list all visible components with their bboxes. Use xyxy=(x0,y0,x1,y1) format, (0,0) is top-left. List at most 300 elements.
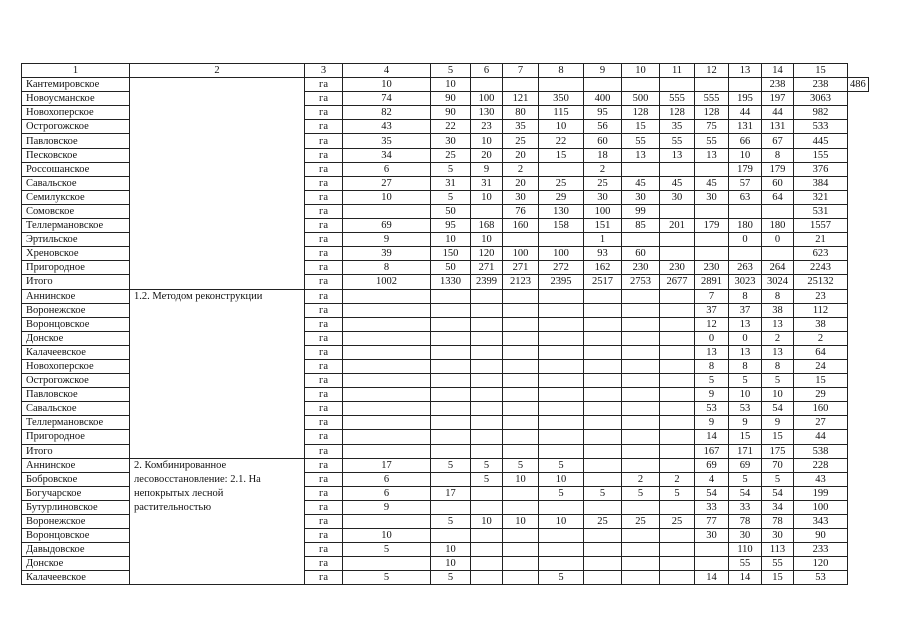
value-cell: 5 xyxy=(539,458,584,472)
unit-cell: га xyxy=(305,430,343,444)
row-name: Павловское xyxy=(22,388,130,402)
value-cell xyxy=(503,303,539,317)
value-cell: 30 xyxy=(584,190,622,204)
value-cell: 9 xyxy=(695,416,729,430)
value-cell: 264 xyxy=(762,261,794,275)
value-cell xyxy=(695,247,729,261)
unit-cell: га xyxy=(305,148,343,162)
value-cell: 25 xyxy=(622,515,660,529)
value-cell: 64 xyxy=(794,345,848,359)
unit-cell: га xyxy=(305,162,343,176)
table-row xyxy=(22,78,869,92)
value-cell xyxy=(539,444,584,458)
value-cell: 100 xyxy=(471,92,503,106)
value-cell xyxy=(503,444,539,458)
value-cell: 10 xyxy=(539,472,584,486)
row-name: Пригородное xyxy=(22,261,130,275)
value-cell: 77 xyxy=(695,515,729,529)
unit-cell: га xyxy=(305,557,343,571)
value-cell: 45 xyxy=(660,176,695,190)
value-cell: 30 xyxy=(695,529,729,543)
value-cell: 5 xyxy=(539,486,584,500)
value-cell: 112 xyxy=(794,303,848,317)
row-name: Итого xyxy=(22,275,130,289)
value-cell xyxy=(660,402,695,416)
header-cell: 13 xyxy=(729,64,762,78)
value-cell xyxy=(622,374,660,388)
value-cell xyxy=(503,416,539,430)
value-cell: 10 xyxy=(729,388,762,402)
value-cell: 37 xyxy=(695,303,729,317)
value-cell xyxy=(695,78,729,92)
value-cell: 150 xyxy=(431,247,471,261)
value-cell: 10 xyxy=(539,515,584,529)
row-name: Бутурлиновское xyxy=(22,500,130,514)
value-cell xyxy=(539,345,584,359)
value-cell: 55 xyxy=(695,134,729,148)
row-name: Воронежское xyxy=(22,303,130,317)
value-cell: 15 xyxy=(762,430,794,444)
value-cell: 75 xyxy=(695,120,729,134)
value-cell xyxy=(584,472,622,486)
unit-cell: га xyxy=(305,204,343,218)
unit-cell: га xyxy=(305,289,343,303)
value-cell: 2 xyxy=(503,162,539,176)
value-cell xyxy=(471,571,503,585)
value-cell: 4 xyxy=(695,472,729,486)
value-cell: 8 xyxy=(762,148,794,162)
value-cell: 38 xyxy=(762,303,794,317)
value-cell: 155 xyxy=(794,148,848,162)
row-name: Савальское xyxy=(22,176,130,190)
value-cell xyxy=(539,388,584,402)
value-cell: 5 xyxy=(343,543,431,557)
unit-cell: га xyxy=(305,190,343,204)
value-cell: 0 xyxy=(695,331,729,345)
value-cell: 5 xyxy=(695,374,729,388)
value-cell xyxy=(503,78,539,92)
value-cell xyxy=(584,402,622,416)
value-cell: 44 xyxy=(729,106,762,120)
value-cell xyxy=(622,162,660,176)
value-cell: 128 xyxy=(660,106,695,120)
unit-cell: га xyxy=(305,529,343,543)
value-cell: 10 xyxy=(729,148,762,162)
value-cell: 55 xyxy=(729,557,762,571)
value-cell xyxy=(503,543,539,557)
value-cell: 76 xyxy=(503,204,539,218)
value-cell: 9 xyxy=(343,500,431,514)
value-cell xyxy=(584,388,622,402)
value-cell xyxy=(660,529,695,543)
header-cell: 2 xyxy=(130,64,305,78)
value-cell: 5 xyxy=(622,486,660,500)
value-cell xyxy=(584,529,622,543)
value-cell xyxy=(343,444,431,458)
value-cell xyxy=(471,430,503,444)
value-cell xyxy=(622,78,660,92)
unit-cell: га xyxy=(305,486,343,500)
value-cell: 9 xyxy=(762,416,794,430)
value-cell xyxy=(343,374,431,388)
value-cell xyxy=(695,543,729,557)
value-cell xyxy=(660,430,695,444)
value-cell: 30 xyxy=(729,529,762,543)
value-cell: 9 xyxy=(471,162,503,176)
table-row xyxy=(22,458,869,472)
value-cell xyxy=(539,416,584,430)
value-cell: 100 xyxy=(539,247,584,261)
value-cell: 43 xyxy=(343,120,431,134)
section-label: 1.2. Методом реконструкции xyxy=(130,289,305,458)
value-cell: 30 xyxy=(622,190,660,204)
value-cell: 30 xyxy=(695,190,729,204)
value-cell: 22 xyxy=(431,120,471,134)
value-cell: 162 xyxy=(584,261,622,275)
value-cell: 60 xyxy=(584,134,622,148)
value-cell xyxy=(622,359,660,373)
value-cell xyxy=(471,388,503,402)
value-cell: 5 xyxy=(503,458,539,472)
value-cell: 60 xyxy=(762,176,794,190)
value-cell xyxy=(431,416,471,430)
value-cell: 179 xyxy=(695,219,729,233)
value-cell: 69 xyxy=(343,219,431,233)
value-cell: 2 xyxy=(660,472,695,486)
value-cell xyxy=(471,557,503,571)
value-cell: 45 xyxy=(695,176,729,190)
value-cell xyxy=(729,204,762,218)
value-cell: 555 xyxy=(695,92,729,106)
value-cell: 343 xyxy=(794,515,848,529)
value-cell xyxy=(471,500,503,514)
row-name: Савальское xyxy=(22,402,130,416)
value-cell: 175 xyxy=(762,444,794,458)
value-cell xyxy=(343,359,431,373)
value-cell xyxy=(584,359,622,373)
value-cell: 8 xyxy=(762,289,794,303)
value-cell: 321 xyxy=(794,190,848,204)
value-cell: 2 xyxy=(584,162,622,176)
value-cell xyxy=(660,233,695,247)
value-cell: 197 xyxy=(762,92,794,106)
unit-cell: га xyxy=(305,472,343,486)
value-cell: 199 xyxy=(794,486,848,500)
value-cell: 8 xyxy=(729,289,762,303)
value-cell xyxy=(539,402,584,416)
value-cell: 982 xyxy=(794,106,848,120)
value-cell: 350 xyxy=(539,92,584,106)
row-name: Итого xyxy=(22,444,130,458)
value-cell: 10 xyxy=(503,472,539,486)
value-cell: 9 xyxy=(695,388,729,402)
value-cell xyxy=(729,78,762,92)
value-cell: 45 xyxy=(622,176,660,190)
value-cell: 90 xyxy=(431,106,471,120)
unit-cell: га xyxy=(305,247,343,261)
unit-cell: га xyxy=(305,402,343,416)
value-cell xyxy=(503,359,539,373)
value-cell: 13 xyxy=(660,148,695,162)
value-cell xyxy=(503,500,539,514)
value-cell xyxy=(471,359,503,373)
value-cell xyxy=(539,500,584,514)
value-cell xyxy=(539,331,584,345)
value-cell xyxy=(471,529,503,543)
value-cell: 74 xyxy=(343,92,431,106)
value-cell: 100 xyxy=(503,247,539,261)
value-cell: 55 xyxy=(622,134,660,148)
value-cell xyxy=(539,303,584,317)
value-cell: 10 xyxy=(762,388,794,402)
value-cell: 2891 xyxy=(695,275,729,289)
value-cell: 10 xyxy=(431,78,471,92)
value-cell: 25 xyxy=(584,176,622,190)
value-cell: 2 xyxy=(762,331,794,345)
value-cell: 95 xyxy=(431,219,471,233)
unit-cell: га xyxy=(305,233,343,247)
value-cell: 2753 xyxy=(622,275,660,289)
value-cell: 179 xyxy=(729,162,762,176)
value-cell: 121 xyxy=(503,92,539,106)
value-cell: 230 xyxy=(660,261,695,275)
value-cell: 5 xyxy=(729,472,762,486)
value-cell: 2395 xyxy=(539,275,584,289)
value-cell xyxy=(539,78,584,92)
value-cell: 5 xyxy=(431,162,471,176)
value-cell xyxy=(660,78,695,92)
value-cell: 54 xyxy=(762,486,794,500)
value-cell: 230 xyxy=(622,261,660,275)
value-cell: 15 xyxy=(622,120,660,134)
value-cell xyxy=(431,289,471,303)
value-cell xyxy=(660,444,695,458)
value-cell xyxy=(431,402,471,416)
unit-cell: га xyxy=(305,500,343,514)
value-cell: 6 xyxy=(343,486,431,500)
value-cell: 82 xyxy=(343,106,431,120)
header-cell: 11 xyxy=(660,64,695,78)
value-cell xyxy=(622,458,660,472)
row-name: Калачеевское xyxy=(22,571,130,585)
value-cell xyxy=(431,472,471,486)
value-cell xyxy=(622,543,660,557)
header-cell: 8 xyxy=(539,64,584,78)
header-cell: 5 xyxy=(431,64,471,78)
value-cell: 56 xyxy=(584,120,622,134)
value-cell xyxy=(660,543,695,557)
value-cell xyxy=(622,557,660,571)
value-cell: 5 xyxy=(431,571,471,585)
value-cell xyxy=(622,289,660,303)
value-cell: 8 xyxy=(762,359,794,373)
unit-cell: га xyxy=(305,416,343,430)
value-cell: 15 xyxy=(762,571,794,585)
value-cell: 10 xyxy=(471,515,503,529)
value-cell: 120 xyxy=(471,247,503,261)
value-cell: 20 xyxy=(503,176,539,190)
value-cell xyxy=(762,247,794,261)
value-cell: 8 xyxy=(729,359,762,373)
value-cell xyxy=(343,289,431,303)
value-cell xyxy=(539,543,584,557)
value-cell xyxy=(584,289,622,303)
value-cell: 34 xyxy=(762,500,794,514)
value-cell: 44 xyxy=(762,106,794,120)
value-cell: 130 xyxy=(539,204,584,218)
value-cell xyxy=(343,331,431,345)
unit-cell: га xyxy=(305,78,343,92)
value-cell: 31 xyxy=(471,176,503,190)
value-cell xyxy=(503,571,539,585)
value-cell: 5 xyxy=(471,472,503,486)
row-name: Богучарское xyxy=(22,486,130,500)
value-cell xyxy=(584,78,622,92)
value-cell: 23 xyxy=(794,289,848,303)
value-cell: 30 xyxy=(762,529,794,543)
value-cell xyxy=(471,317,503,331)
value-cell xyxy=(660,289,695,303)
value-cell xyxy=(660,247,695,261)
value-cell: 376 xyxy=(794,162,848,176)
value-cell xyxy=(431,303,471,317)
value-cell: 230 xyxy=(695,261,729,275)
value-cell: 13 xyxy=(729,317,762,331)
value-cell: 25 xyxy=(584,515,622,529)
value-cell: 0 xyxy=(729,233,762,247)
value-cell xyxy=(762,204,794,218)
value-cell: 6 xyxy=(343,162,431,176)
row-name: Воронцовское xyxy=(22,317,130,331)
value-cell xyxy=(584,571,622,585)
unit-cell: га xyxy=(305,317,343,331)
row-name: Песковское xyxy=(22,148,130,162)
unit-cell: га xyxy=(305,331,343,345)
value-cell xyxy=(660,359,695,373)
value-cell xyxy=(584,317,622,331)
value-cell: 10 xyxy=(343,529,431,543)
value-cell xyxy=(660,303,695,317)
value-cell: 272 xyxy=(539,261,584,275)
value-cell xyxy=(431,317,471,331)
value-cell: 54 xyxy=(695,486,729,500)
unit-cell: га xyxy=(305,120,343,134)
value-cell: 445 xyxy=(794,134,848,148)
value-cell xyxy=(539,359,584,373)
value-cell xyxy=(622,303,660,317)
unit-cell: га xyxy=(305,458,343,472)
value-cell: 85 xyxy=(622,219,660,233)
unit-cell: га xyxy=(305,444,343,458)
row-name: Донское xyxy=(22,331,130,345)
value-cell xyxy=(622,345,660,359)
value-cell xyxy=(660,204,695,218)
value-cell: 2 xyxy=(794,331,848,345)
value-cell: 10 xyxy=(431,557,471,571)
value-cell: 15 xyxy=(794,374,848,388)
value-cell xyxy=(503,317,539,331)
value-cell xyxy=(729,247,762,261)
unit-cell: га xyxy=(305,515,343,529)
value-cell: 195 xyxy=(729,92,762,106)
value-cell: 10 xyxy=(539,120,584,134)
value-cell xyxy=(503,430,539,444)
value-cell: 25 xyxy=(539,176,584,190)
value-cell: 14 xyxy=(729,571,762,585)
value-cell: 80 xyxy=(503,106,539,120)
value-cell: 25 xyxy=(660,515,695,529)
value-cell: 10 xyxy=(471,190,503,204)
value-cell: 25 xyxy=(431,148,471,162)
value-cell: 13 xyxy=(695,345,729,359)
row-name: Кантемировское xyxy=(22,78,130,92)
value-cell: 2517 xyxy=(584,275,622,289)
value-cell xyxy=(660,345,695,359)
value-cell: 15 xyxy=(539,148,584,162)
header-cell: 4 xyxy=(343,64,431,78)
value-cell xyxy=(584,430,622,444)
row-name: Россошанское xyxy=(22,162,130,176)
header-row xyxy=(22,64,869,78)
value-cell: 238 xyxy=(794,78,848,92)
value-cell: 17 xyxy=(431,486,471,500)
value-cell: 168 xyxy=(471,219,503,233)
value-cell xyxy=(584,458,622,472)
value-cell xyxy=(471,204,503,218)
value-cell: 10 xyxy=(431,233,471,247)
value-cell: 7 xyxy=(695,289,729,303)
value-cell: 531 xyxy=(794,204,848,218)
value-cell: 55 xyxy=(660,134,695,148)
value-cell xyxy=(539,557,584,571)
value-cell xyxy=(695,557,729,571)
value-cell xyxy=(660,500,695,514)
value-cell xyxy=(622,444,660,458)
value-cell: 180 xyxy=(762,219,794,233)
value-cell xyxy=(431,529,471,543)
value-cell xyxy=(584,374,622,388)
value-cell: 67 xyxy=(762,134,794,148)
value-cell: 167 xyxy=(695,444,729,458)
value-cell: 1330 xyxy=(431,275,471,289)
value-cell xyxy=(471,416,503,430)
value-cell xyxy=(539,430,584,444)
value-cell: 25 xyxy=(503,134,539,148)
value-cell xyxy=(622,529,660,543)
value-cell: 158 xyxy=(539,219,584,233)
value-cell: 171 xyxy=(729,444,762,458)
value-cell: 5 xyxy=(343,571,431,585)
value-cell: 14 xyxy=(695,571,729,585)
value-cell xyxy=(539,289,584,303)
value-cell: 8 xyxy=(343,261,431,275)
value-cell: 53 xyxy=(695,402,729,416)
value-cell xyxy=(343,388,431,402)
value-cell xyxy=(471,444,503,458)
value-cell xyxy=(622,402,660,416)
value-cell: 1 xyxy=(584,233,622,247)
value-cell: 2243 xyxy=(794,261,848,275)
row-name: Воронежское xyxy=(22,515,130,529)
value-cell: 384 xyxy=(794,176,848,190)
value-cell: 44 xyxy=(794,430,848,444)
value-cell: 99 xyxy=(622,204,660,218)
unit-cell: га xyxy=(305,374,343,388)
row-name: Острогожское xyxy=(22,374,130,388)
value-cell xyxy=(622,416,660,430)
value-cell xyxy=(539,317,584,331)
row-name: Хреновское xyxy=(22,247,130,261)
